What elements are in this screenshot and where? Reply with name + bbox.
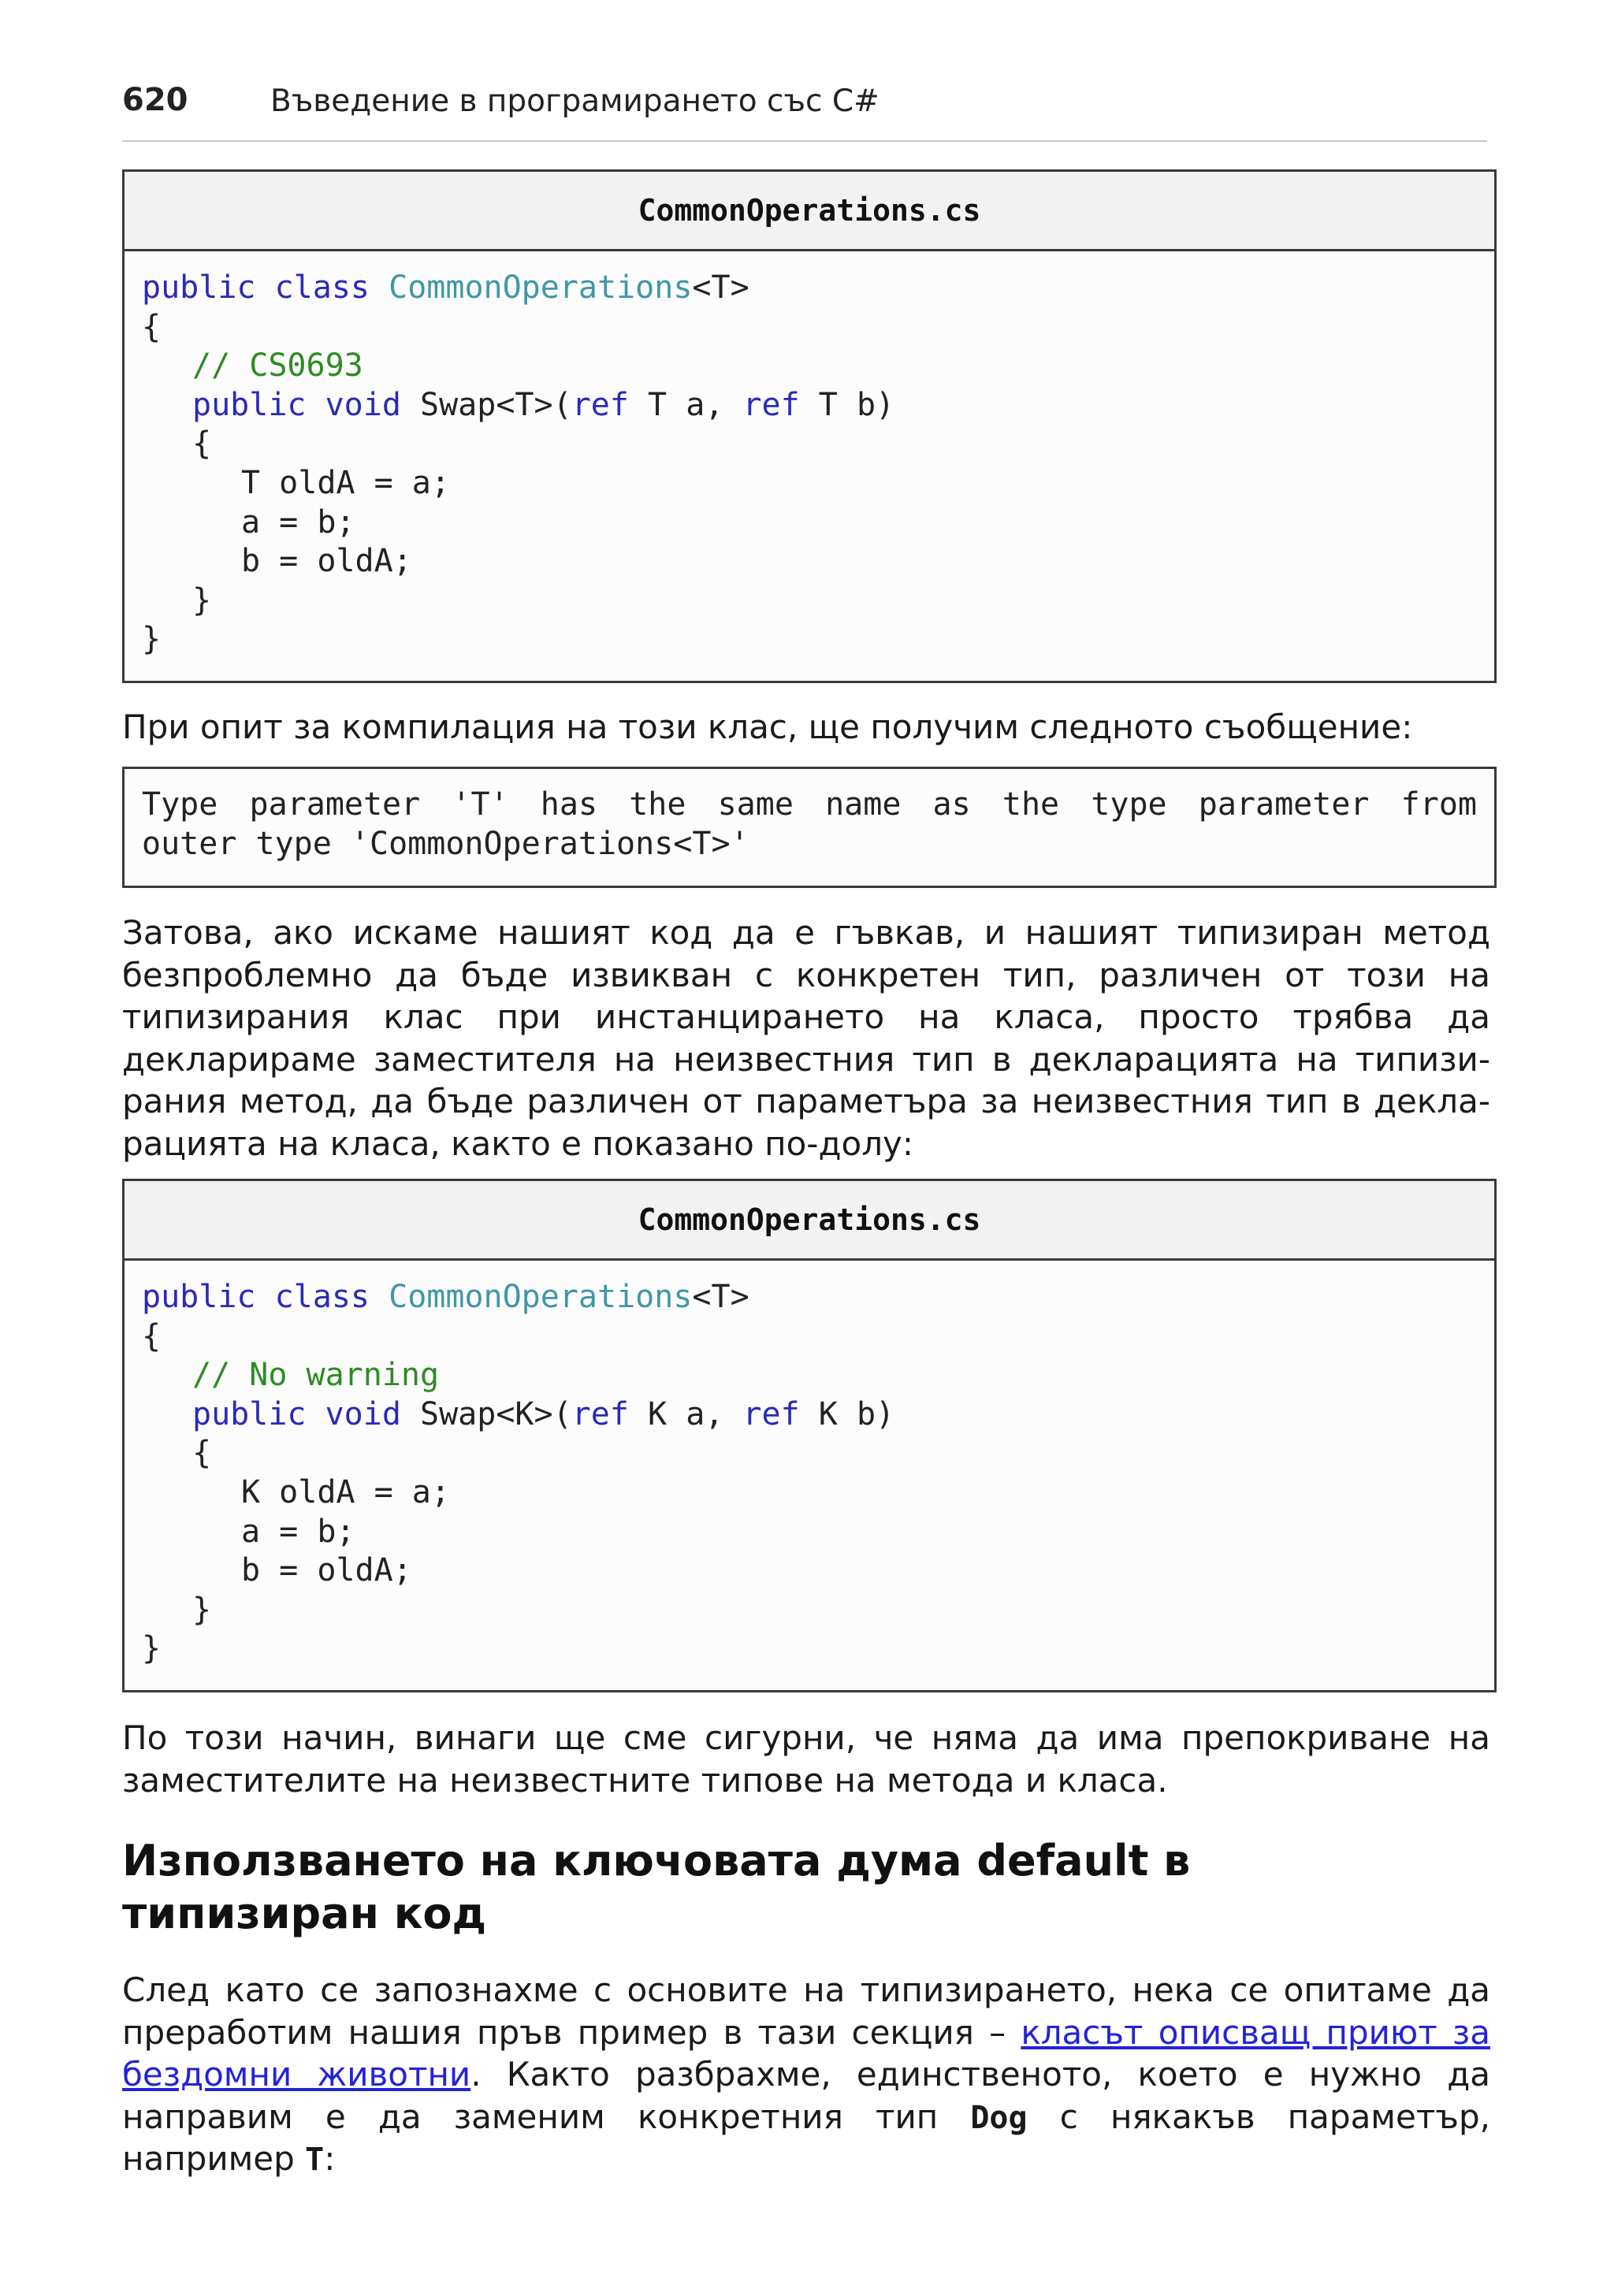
code-comment: // No warning (192, 1357, 440, 1394)
code-line: { (142, 1317, 162, 1354)
code-comment: // CS0693 (192, 347, 363, 385)
code-listing-title: CommonOperations.cs (125, 172, 1494, 251)
page-header (122, 82, 1487, 142)
code-line: { (192, 1435, 212, 1472)
inline-code-dog: Dog (970, 2099, 1028, 2136)
page-number: 620 (122, 82, 188, 118)
shelter-example-link-continued[interactable]: бездомни животни (122, 2055, 471, 2094)
paragraph-2 (122, 1717, 1490, 1801)
code-line: a = b; (241, 1513, 355, 1550)
text-line: рацията на класа, както е показано по-долу: (122, 1124, 914, 1163)
intro-sentence (122, 706, 1490, 749)
text-line: безпроблемно да бъде извикван с конкретен тип, различен от този на (122, 955, 1490, 994)
code-line: T oldA = a; (241, 464, 450, 501)
text-line: След като се запознахме с основите на типизирането, нека се опитаме да (122, 1971, 1490, 2009)
text-line: например T: (122, 2139, 336, 2178)
code-listing-title: CommonOperations.cs (125, 1181, 1494, 1261)
code-line: } (192, 1591, 212, 1628)
compiler-message-line: Type parameter 'T' has the same name as the type parameter from (142, 786, 1477, 823)
code-line: { (192, 425, 212, 463)
code-line: public class CommonOperations<T> (142, 1279, 749, 1315)
code-line: public void Swap<K>(ref K a, ref K b) (192, 1395, 895, 1432)
code-line: public void Swap<T>(ref T a, ref T b) (192, 386, 895, 423)
code-listing-1 (122, 169, 1497, 683)
text-line: бездомни животни. Както разбрахме, единственото, което е нужно да (122, 2055, 1490, 2094)
section-heading-line: типизиран код (122, 1889, 487, 1938)
book-title: Въведение в програмирането със C# (270, 84, 880, 119)
text-line: При опит за компилация на този клас, ще получим следното съобщение: (122, 708, 1413, 746)
code-listing-2 (122, 1179, 1497, 1692)
paragraph-1 (122, 912, 1490, 1165)
compiler-message-box (122, 767, 1497, 888)
code-line: { (142, 308, 162, 345)
section-heading (122, 1834, 1490, 1940)
code-listing-body (125, 1261, 1494, 1669)
inline-code-t: T (305, 2142, 325, 2178)
code-line: b = oldA; (241, 543, 412, 580)
code-line: b = oldA; (241, 1552, 412, 1589)
code-line: } (142, 621, 162, 658)
shelter-example-link[interactable]: класът описващ приют за (1021, 2012, 1490, 2052)
text-line: направим е да заменим конкретния тип Dog с някакъв параметър, (122, 2097, 1490, 2136)
text-line: типизирания клас при инстанцирането на класа, просто трябва да (122, 998, 1490, 1036)
text-line: Затова, ако искаме нашият код да е гъвкав, и нашият типизиран метод (122, 913, 1490, 952)
code-listing-body (125, 251, 1494, 659)
code-line: } (142, 1630, 162, 1667)
text-line: заместителите на неизвестните типове на метода и класа. (122, 1760, 1168, 1800)
text-line: преработим нашия пръв пример в тази секция – класът описващ приют за (122, 2012, 1490, 2052)
text-line: рания метод, да бъде различен от параметъра за неизвестния тип в декла- (122, 1082, 1490, 1120)
section-heading-line: Използването на ключовата дума default в (122, 1836, 1191, 1885)
paragraph-3 (122, 1969, 1490, 2180)
code-line: } (192, 581, 212, 619)
text-line: По този начин, винаги ще сме сигурни, че няма да има препокриване на (122, 1718, 1490, 1757)
code-line: a = b; (241, 503, 355, 541)
compiler-message-line: outer type 'CommonOperations<T>' (142, 826, 749, 862)
code-line: public class CommonOperations<T> (142, 269, 749, 306)
text-line: декларираме заместителя на неизвестния тип в декларацията на типизи- (122, 1039, 1490, 1079)
code-line: K oldA = a; (241, 1473, 450, 1510)
